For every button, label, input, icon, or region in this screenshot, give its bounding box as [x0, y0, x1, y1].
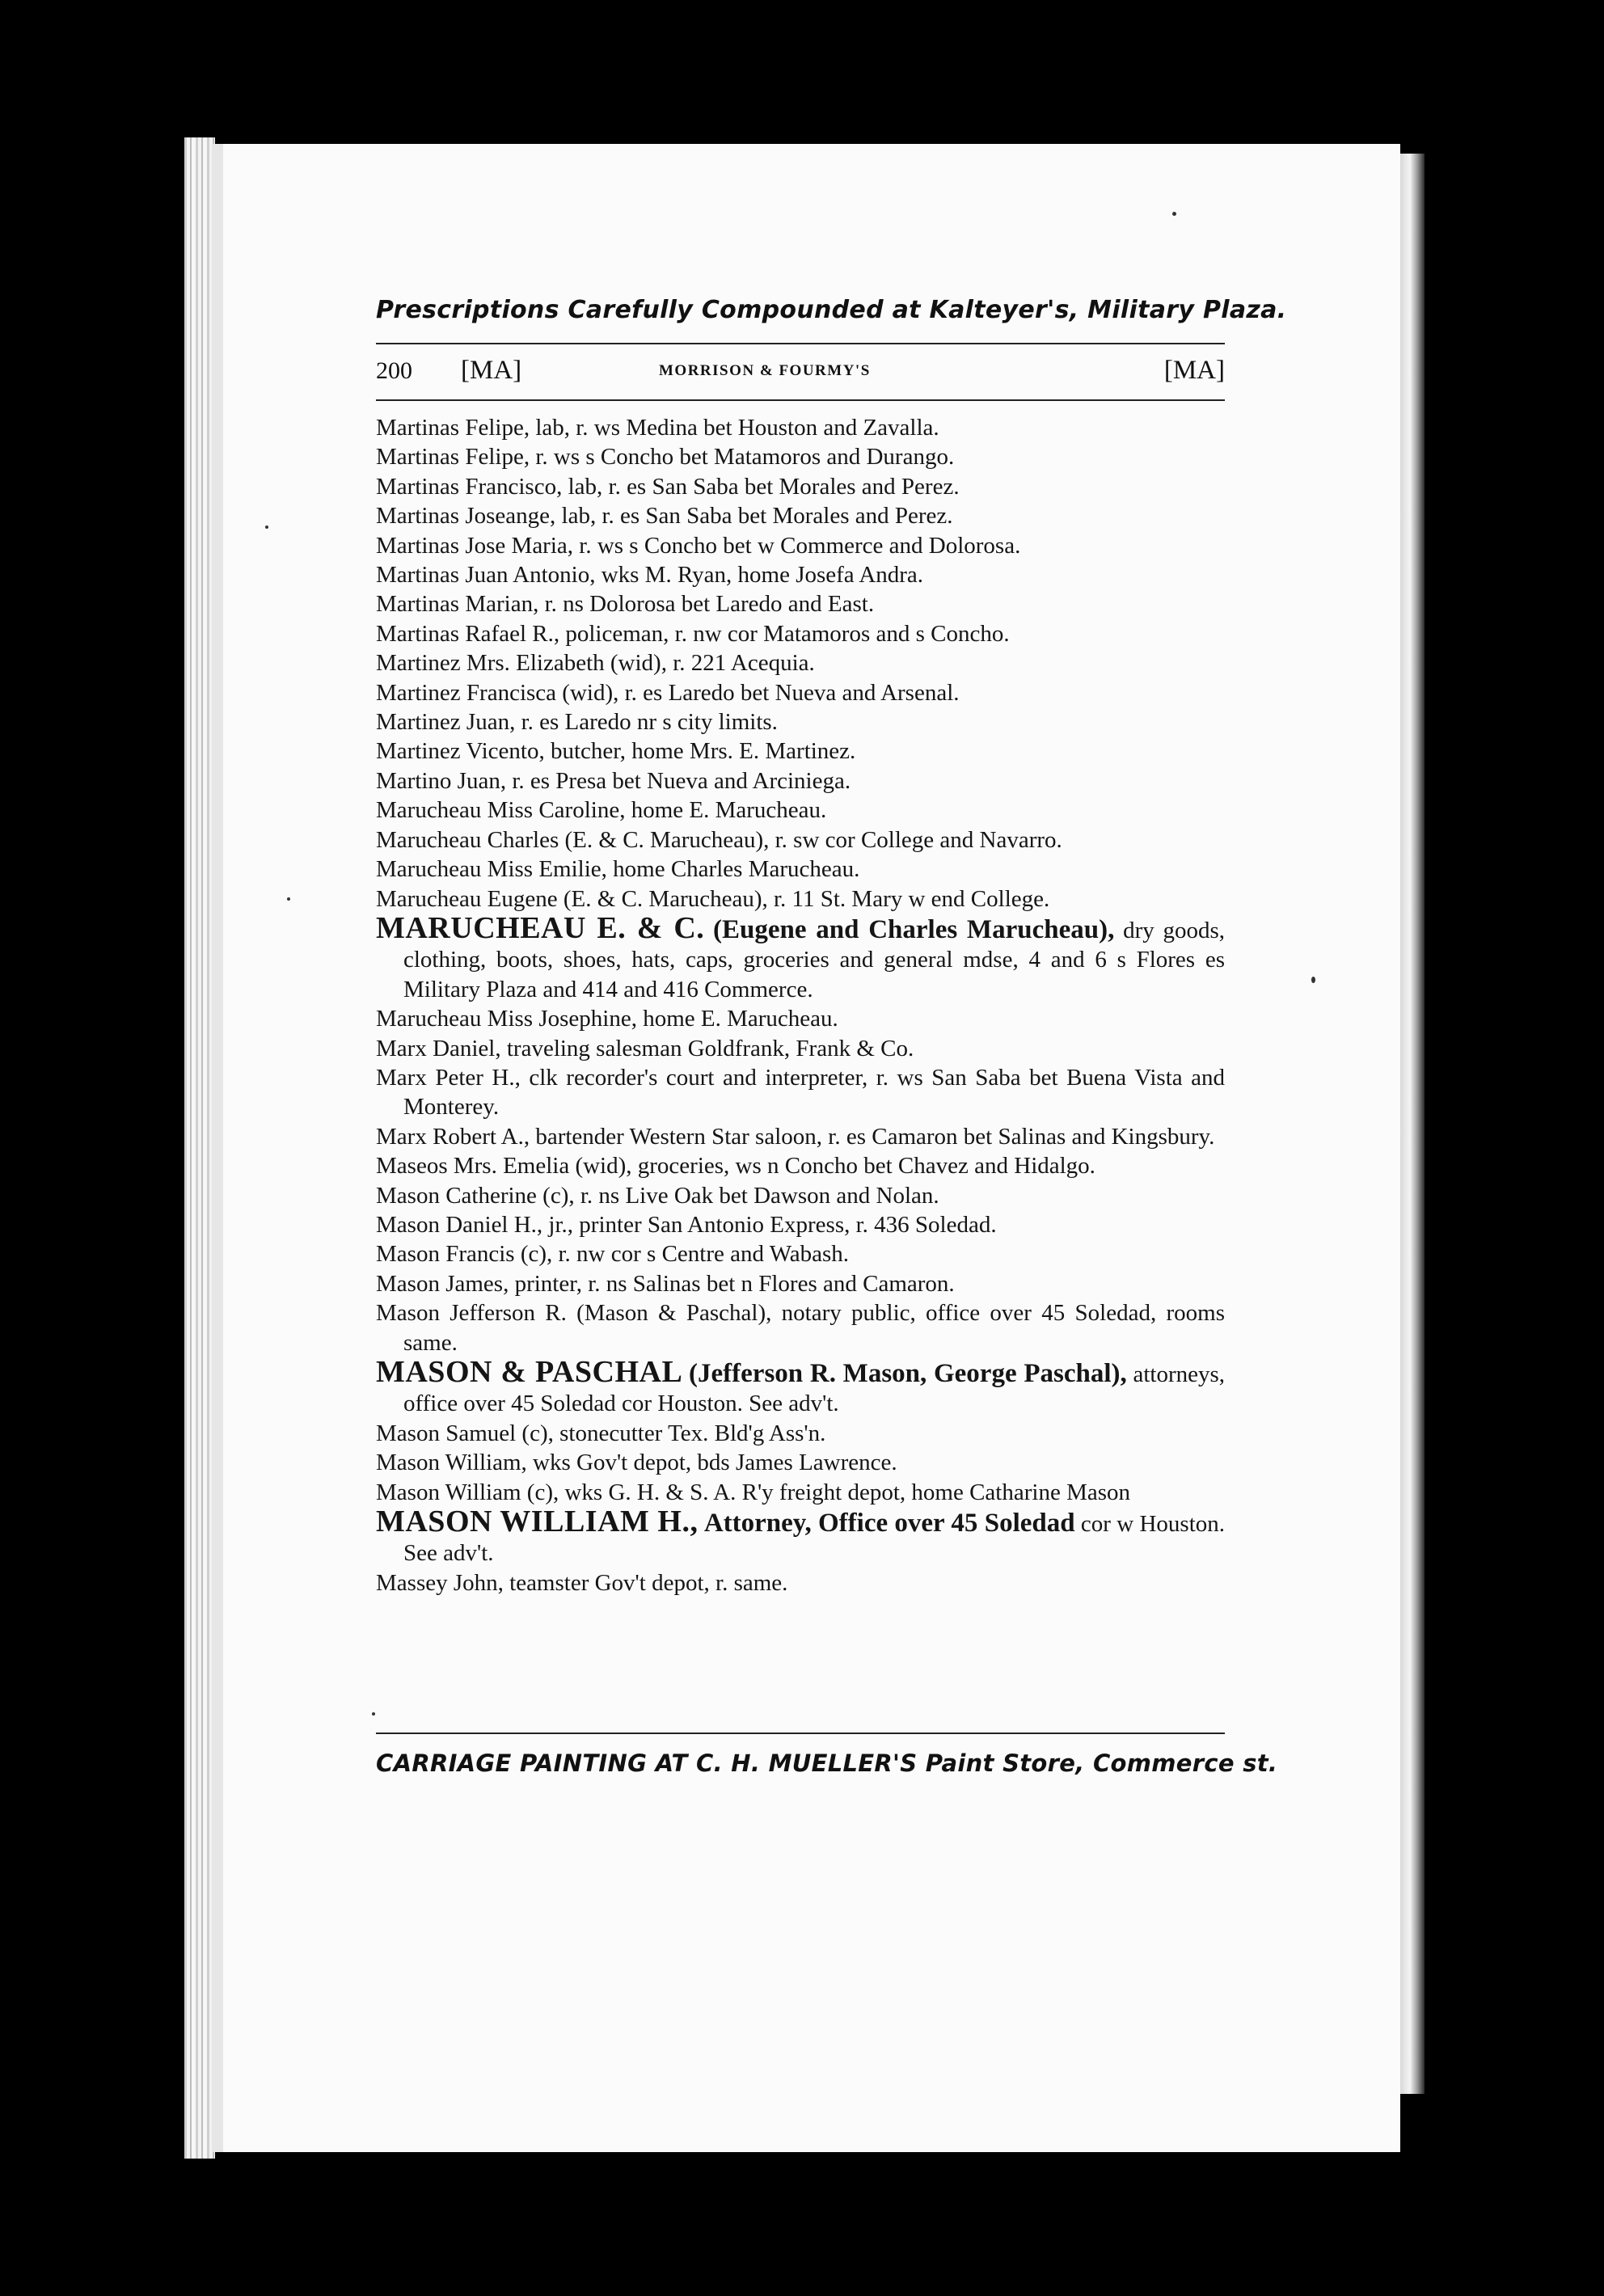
print-speck: [1311, 977, 1315, 983]
listing-subtitle: Attorney, Office over 45 Soledad: [703, 1509, 1075, 1538]
print-speck: [287, 897, 290, 901]
entry-text: Martinas Marian, r. ns Dolorosa bet Laredo and East.: [376, 591, 875, 618]
page-edge-left: [184, 137, 215, 2159]
directory-entry: [376, 531, 1225, 560]
header-rule: [376, 343, 1225, 344]
entry-text: cor w Houston. See adv't.: [403, 1511, 1226, 1567]
business-listing: [376, 1357, 1225, 1419]
directory-entry: [376, 1419, 1225, 1448]
entry-text: Mason William, wks Gov't depot, bds James Lawrence.: [376, 1450, 897, 1476]
entry-text: Mason Francis (c), r. nw cor s Centre and Wabash.: [376, 1241, 850, 1268]
entry-text: Martino Juan, r. es Presa bet Nueva and Arciniega.: [376, 767, 851, 794]
entry-text: Martinez Vicento, butcher, home Mrs. E. Martinez.: [376, 738, 856, 765]
directory-entries: [376, 413, 1225, 1597]
page-edge-right: [1400, 154, 1425, 2094]
entry-text: Martinas Joseange, lab, r. es San Saba bet Morales and Perez.: [376, 503, 953, 530]
directory-entry: [376, 442, 1225, 471]
directory-entry: [376, 1239, 1225, 1268]
entry-text: Martinas Juan Antonio, wks M. Ryan, home Josefa Andra.: [376, 562, 924, 589]
entry-text: Marucheau Charles (E. & C. Marucheau), r. sw cor College and Navarro.: [376, 826, 1062, 853]
entry-text: Marx Daniel, traveling salesman Goldfrank, Frank & Co.: [376, 1035, 914, 1061]
directory-entry: [376, 736, 1225, 766]
directory-entry: [376, 1181, 1225, 1210]
directory-entry: [376, 1568, 1225, 1597]
directory-entry: [376, 884, 1225, 914]
directory-entry: [376, 1063, 1225, 1122]
directory-entry: [376, 855, 1225, 884]
listing-subtitle: (Eugene and Charles Marucheau),: [713, 914, 1115, 944]
directory-entry: [376, 648, 1225, 677]
listing-name: MARUCHEAU E. & C.: [376, 910, 705, 945]
directory-entry: [376, 825, 1225, 855]
directory-entry: [376, 619, 1225, 648]
entry-text: Marx Peter H., clk recorder's court and interpreter, r. ws San Saba bet Buena Vista and Monterey.: [376, 1064, 1225, 1121]
entry-text: Mason Daniel H., jr., printer San Antonio Express, r. 436 Soledad.: [376, 1211, 997, 1238]
entry-text: Marucheau Miss Josephine, home E. Marucheau.: [376, 1006, 838, 1032]
entry-text: Mason Jefferson R. (Mason & Paschal), notary public, office over 45 Soledad, rooms same.: [376, 1300, 1225, 1356]
directory-entry: [376, 560, 1225, 589]
listing-name: MASON WILLIAM H.,: [376, 1505, 699, 1539]
entry-text: Mason Catherine (c), r. ns Live Oak bet Dawson and Nolan.: [376, 1182, 939, 1209]
entry-text: Martinez Juan, r. es Laredo nr s city limits.: [376, 709, 778, 736]
directory-entry: [376, 678, 1225, 707]
entry-text: Martinas Francisco, lab, r. es San Saba bet Morales and Perez.: [376, 473, 960, 500]
section-key-right: [MA]: [1163, 356, 1225, 385]
entry-text: Massey John, teamster Gov't depot, r. same.: [376, 1569, 788, 1596]
print-speck: [1172, 212, 1176, 216]
directory-entry: [376, 1151, 1225, 1180]
page-number: 200: [376, 357, 412, 384]
entry-text: Martinas Jose Maria, r. ws s Concho bet w Commerce and Dolorosa.: [376, 532, 1021, 559]
entry-text: dry goods, clothing, boots, shoes, hats, caps, groceries and general mdse, 4 and 6 s Flores es Military Plaza and 414 and 416 Commerce.: [403, 917, 1225, 1002]
entry-text: Mason William (c), wks G. H. & S. A. R'y freight depot, home Catharine Mason: [376, 1479, 1131, 1505]
directory-entry: [376, 589, 1225, 618]
directory-entry: [376, 1478, 1225, 1507]
entry-text: attorneys, office over 45 Soledad cor Houston. See adv't.: [403, 1361, 1226, 1417]
directory-entry: [376, 766, 1225, 796]
directory-entry: [376, 1269, 1225, 1298]
listing-subtitle: (Jefferson R. Mason, George Paschal),: [689, 1359, 1127, 1388]
directory-entry: [376, 707, 1225, 736]
directory-entry: [376, 1004, 1225, 1033]
entry-text: Martinez Francisca (wid), r. es Laredo bet Nueva and Arsenal.: [376, 679, 960, 706]
publisher-name: MORRISON & FOURMY'S: [659, 362, 871, 379]
footer-rule: [376, 1733, 1225, 1734]
print-speck: [372, 1712, 375, 1716]
business-listing: [376, 1507, 1225, 1568]
entry-text: Mason James, printer, r. ns Salinas bet n Flores and Camaron.: [376, 1270, 955, 1297]
directory-entry: [376, 1448, 1225, 1477]
running-head: [376, 357, 1225, 390]
bottom-advertisement: CARRIAGE PAINTING AT C. H. MUELLER'S Paint Store, Commerce st.: [376, 1749, 1278, 1777]
directory-entry: [376, 413, 1225, 442]
directory-entry: [376, 796, 1225, 825]
directory-entry: [376, 1298, 1225, 1357]
entry-text: Martinas Felipe, lab, r. ws Medina bet Houston and Zavalla.: [376, 415, 939, 441]
listing-name: MASON & PASCHAL: [376, 1355, 683, 1389]
entry-text: Maseos Mrs. Emelia (wid), groceries, ws n Concho bet Chavez and Hidalgo.: [376, 1153, 1095, 1180]
directory-entry: [376, 1122, 1225, 1151]
section-key-left: [MA]: [461, 356, 522, 385]
business-listing: [376, 910, 1225, 1004]
entry-text: Marucheau Miss Emilie, home Charles Marucheau.: [376, 856, 860, 883]
entry-text: Marx Robert A., bartender Western Star saloon, r. es Camaron bet Salinas and Kingsbury.: [376, 1123, 1215, 1150]
top-advertisement: Prescriptions Carefully Compounded at Kalteyer's, Military Plaza.: [376, 296, 1287, 324]
entry-text: Martinas Rafael R., policeman, r. nw cor Matamoros and s Concho.: [376, 620, 1010, 647]
directory-entry: [376, 501, 1225, 530]
entry-text: Marucheau Miss Caroline, home E. Marucheau.: [376, 797, 827, 824]
directory-entry: [376, 1210, 1225, 1239]
directory-entry: [376, 472, 1225, 501]
directory-entry: [376, 1034, 1225, 1063]
entry-text: Martinez Mrs. Elizabeth (wid), r. 221 Acequia.: [376, 650, 815, 677]
entry-text: Martinas Felipe, r. ws s Concho bet Matamoros and Durango.: [376, 444, 955, 471]
running-head-rule: [376, 399, 1225, 401]
entry-text: Marucheau Eugene (E. & C. Marucheau), r. 11 St. Mary w end College.: [376, 885, 1050, 912]
entry-text: Mason Samuel (c), stonecutter Tex. Bld'g Ass'n.: [376, 1420, 826, 1446]
print-speck: [265, 525, 268, 529]
